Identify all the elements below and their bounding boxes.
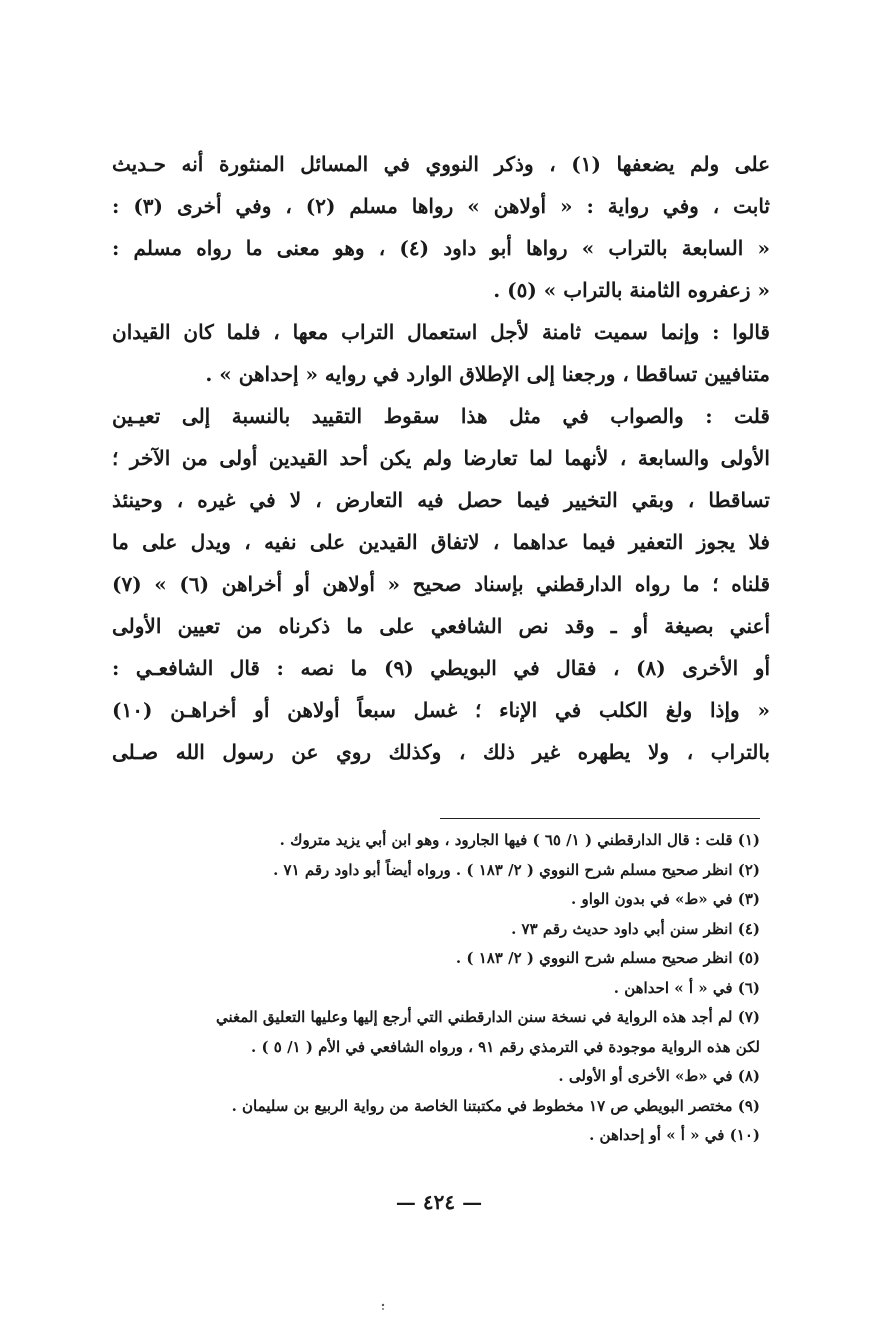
ink-speck <box>380 1303 386 1311</box>
text-line: أعني بصيغة أو ـ وقد نص الشافعي على ما ذكرناه من تعيين الأولى <box>112 614 770 638</box>
text-line: « وإذا ولغ الكلب في الإناء ؛ غسل سبعاً أولاهن أو أخراهـن (١٠) <box>112 698 770 722</box>
footnote: (٩) مختصر البويطي ص ١٧ مخطوط في مكتبتنا الخاصة من رواية الربيع بن سليمان . <box>231 1096 760 1115</box>
footnote: (٣) في «ط» في بدون الواو . <box>571 890 760 908</box>
footnote: (٧) لم أجد هذه الرواية في نسخة سنن الدارقطني التي أرجع إليها وعليها التعليق المغني <box>215 1008 760 1026</box>
text-line: قلناه ؛ ما رواه الدارقطني بإسناد صحيح « أولاهن أو أخراهن (٦) » (٧) <box>112 572 770 596</box>
footnote-separator <box>440 818 760 819</box>
text-line: قالوا : وإنما سميت ثامنة لأجل استعمال التراب معها ، فلما كان القيدان <box>112 320 770 344</box>
footnote: (١) قلت : قال الدارقطني ( ١/ ٦٥ ) فيها الجارود ، وهو ابن أبي يزيد متروك . <box>279 831 760 849</box>
footnote: (٢) انظر صحيح مسلم شرح النووي ( ٢/ ١٨٣ ) . ورواه أيضاً أبو داود رقم ٧١ . <box>273 860 760 879</box>
page-number: — ٤٢٤ — <box>395 1190 483 1214</box>
text-line: ثابت ، وفي رواية : « أولاهن » رواها مسلم (٢) ، وفي أخرى (٣) : <box>112 194 770 218</box>
text-line: قلت : والصواب في مثل هذا سقوط التقييد بالنسبة إلى تعيـين <box>112 404 770 428</box>
text-line: تساقطا ، وبقي التخيير فيما حصل فيه التعارض ، لا في غيره ، وحينئذ <box>112 488 770 512</box>
footnote: (٤) انظر سنن أبي داود حديث رقم ٧٣ . <box>511 919 760 938</box>
text-line: « زعفروه الثامنة بالتراب » (٥) . <box>493 278 770 302</box>
text-line: على ولم يضعفها (١) ، وذكر النووي في المسائل المنثورة أنه حـديث <box>112 152 770 176</box>
footnote: (٨) في «ط» الأخرى أو الأولى . <box>558 1067 760 1085</box>
text-line: أو الأخرى (٨) ، فقال في البويطي (٩) ما نصه : قال الشافعـي : <box>112 656 770 680</box>
footnote: (٥) انظر صحيح مسلم شرح النووي ( ٢/ ١٨٣ ) . <box>455 949 760 967</box>
text-line: فلا يجوز التعفير فيما عداهما ، لاتفاق القيدين على نفيه ، ويدل على ما <box>112 530 770 554</box>
footnote: (١٠) في « أ » أو إحداهن . <box>589 1126 760 1144</box>
text-line: « السابعة بالتراب » رواها أبو داود (٤) ، وهو معنى ما رواه مسلم : <box>112 236 770 260</box>
footnote: (٦) في « أ » احداهن . <box>613 978 760 997</box>
main-text <box>112 143 770 773</box>
footnote-continuation: لكن هذه الرواية موجودة في الترمذي رقم ٩١ ، ورواه الشافعي في الأم ( ١/ ٥ ) . <box>251 1037 760 1056</box>
footnotes <box>96 826 760 1151</box>
text-line: بالتراب ، ولا يطهره غير ذلك ، وكذلك روي عن رسول الله صـلى <box>112 740 770 764</box>
text-line: متنافيين تساقطا ، ورجعنا إلى الإطلاق الوارد في روايه « إحداهن » . <box>205 362 770 386</box>
text-line: الأولى والسابعة ، لأنهما لما تعارضا ولم يكن أحد القيدين أولى من الآخر ؛ <box>112 446 770 470</box>
